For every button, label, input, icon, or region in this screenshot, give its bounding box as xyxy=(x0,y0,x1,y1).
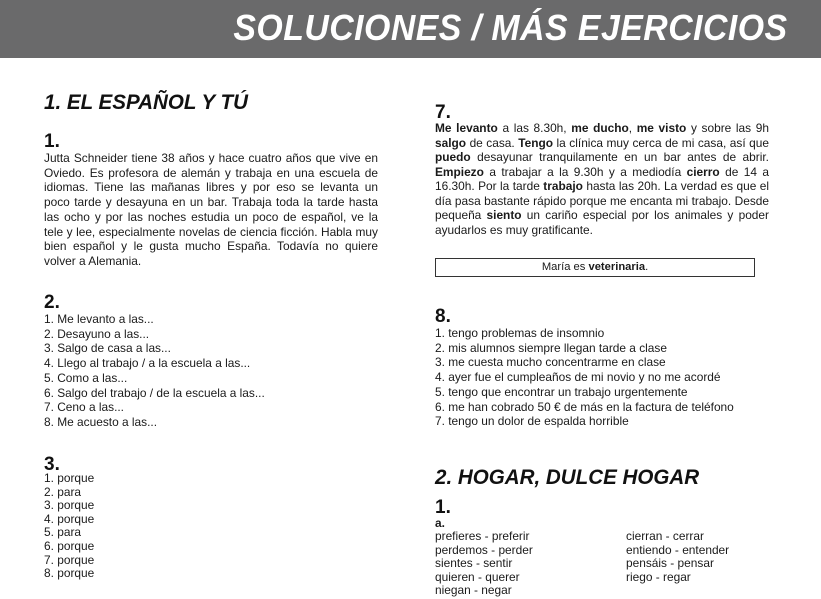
list-item: 7. Ceno a las... xyxy=(44,400,124,415)
list-item: 6. me han cobrado 50 € de más en la factura de teléfono xyxy=(435,399,734,414)
page-title: SOLUCIONES / MÁS EJERCICIOS xyxy=(233,7,788,48)
verb-pair: niegan - negar xyxy=(435,583,512,597)
answer-prefix: María es xyxy=(541,261,589,273)
verb-pair: cierran - cerrar xyxy=(626,529,704,543)
verb-pair: entiendo - entender xyxy=(626,542,730,557)
text-fragment: desayunar tranquilamente en un bar antes de abrir. xyxy=(470,150,769,165)
unit1-ex2-number: 2. xyxy=(44,292,60,313)
unit1-ex7-answer-box xyxy=(435,258,755,277)
highlighted-verb: siento xyxy=(486,208,522,223)
list-item: 4. porque xyxy=(44,511,95,526)
highlighted-verb: cierro xyxy=(686,164,720,179)
unit1-ex3-number: 3. xyxy=(44,454,60,475)
list-item: 6. porque xyxy=(44,538,95,553)
unit1-ex8-number: 8. xyxy=(435,306,451,327)
unit1-ex1-number: 1. xyxy=(44,131,60,152)
list-item: 5. Como a las... xyxy=(44,370,128,385)
list-item: 8. Me acuesto a las... xyxy=(44,414,158,429)
unit2-ex1-sublabel: a. xyxy=(435,516,445,530)
list-item: 8. porque xyxy=(44,566,95,581)
answer-suffix: . xyxy=(645,261,649,273)
unit1-ex7-answer xyxy=(435,121,769,237)
list-item: 2. Desayuno a las... xyxy=(44,326,150,341)
unit1-ex1-answer xyxy=(44,151,378,269)
highlighted-verb: me visto xyxy=(636,121,687,135)
list-item: 7. porque xyxy=(44,552,95,567)
unit2-ex1-column-1 xyxy=(435,530,533,598)
text-fragment: hasta las 20h. La verdad es que el día pasa bastante rápido porque me encanta mi trabajo. Desde pequeña xyxy=(435,179,769,223)
header-banner xyxy=(0,0,821,58)
unit1-ex7-text xyxy=(435,121,769,237)
list-item: 7. tengo un dolor de espalda horrible xyxy=(435,414,629,429)
list-item: 1. porque xyxy=(44,471,95,485)
highlighted-verb: Me levanto xyxy=(435,121,498,135)
answer-profession: veterinaria xyxy=(588,261,646,273)
list-item: 1. tengo problemas de insomnio xyxy=(435,326,605,340)
list-item: 6. Salgo del trabajo / de la escuela a las... xyxy=(44,385,265,400)
list-item: 5. para xyxy=(44,525,82,540)
verb-pair: riego - regar xyxy=(626,569,691,584)
verb-pair: prefieres - preferir xyxy=(435,529,530,543)
text-fragment: a las 8.30h, xyxy=(497,121,572,135)
list-item: 4. Llego al trabajo / a la escuela a las... xyxy=(44,356,251,371)
text-fragment: la clínica muy cerca de mi casa, así que xyxy=(553,135,769,150)
highlighted-verb: Empiezo xyxy=(435,164,484,179)
text-fragment: a trabajar a la 9.30h y a mediodía xyxy=(483,164,687,179)
unit1-title: 1. EL ESPAÑOL Y TÚ xyxy=(44,91,248,114)
verb-pair: perdemos - perder xyxy=(435,542,533,557)
unit2-title: 2. HOGAR, DULCE HOGAR xyxy=(435,466,700,489)
verb-pair: quieren - querer xyxy=(435,569,520,584)
highlighted-verb: Tengo xyxy=(518,135,554,150)
unit1-ex8-list xyxy=(435,326,734,429)
highlighted-verb: me ducho xyxy=(571,121,629,135)
verb-pair: sientes - sentir xyxy=(435,556,513,570)
unit2-ex1-number: 1. xyxy=(435,497,451,518)
list-item: 4. ayer fue el cumpleaños de mi novio y no me acordé xyxy=(435,370,721,385)
highlighted-verb: trabajo xyxy=(543,179,583,194)
unit1-ex3-list xyxy=(44,472,94,581)
list-item: 2. para xyxy=(44,484,82,499)
list-item: 5. tengo que encontrar un trabajo urgentemente xyxy=(435,384,688,399)
text-fragment: de 14 a 16.30h. Por la tarde xyxy=(435,164,769,194)
list-item: 1. Me levanto a las... xyxy=(44,312,154,326)
text-fragment: de casa. xyxy=(466,135,519,150)
verb-pair: pensáis - pensar xyxy=(626,556,714,570)
list-item: 2. mis alumnos siempre llegan tarde a clase xyxy=(435,340,667,355)
list-item: 3. me cuesta mucho concentrarme en clase xyxy=(435,355,666,370)
text-fragment: , xyxy=(628,121,637,135)
list-item: 3. porque xyxy=(44,498,95,513)
unit1-ex2-list xyxy=(44,312,265,430)
text-fragment: un cariño especial por los animales y poder ayudarlos es muy gratificante. xyxy=(435,208,769,237)
text-fragment: y sobre las 9h xyxy=(686,121,769,135)
unit1-ex7-number: 7. xyxy=(435,102,451,123)
highlighted-verb: salgo xyxy=(435,135,467,150)
list-item: 3. Salgo de casa a las... xyxy=(44,341,171,356)
highlighted-verb: puedo xyxy=(435,150,471,165)
unit2-ex1-column-2 xyxy=(626,530,729,584)
unit1-ex1-text: Jutta Schneider tiene 38 años y hace cuatro años que vive en Oviedo. Es profesora de alemán y trabaja en una escuela de idiomas. Tiene las mañanas libres y por eso se levanta un poco tarde y desayuna en un bar. Trabaja toda la tarde hasta las ocho y por las noches estudia un poco de español, ve la tele y lee, especialmente novelas de ciencia ficción. Habla muy bien español y le gusta mucho España. Todavía no quiere volver a Alemania. xyxy=(44,151,378,268)
